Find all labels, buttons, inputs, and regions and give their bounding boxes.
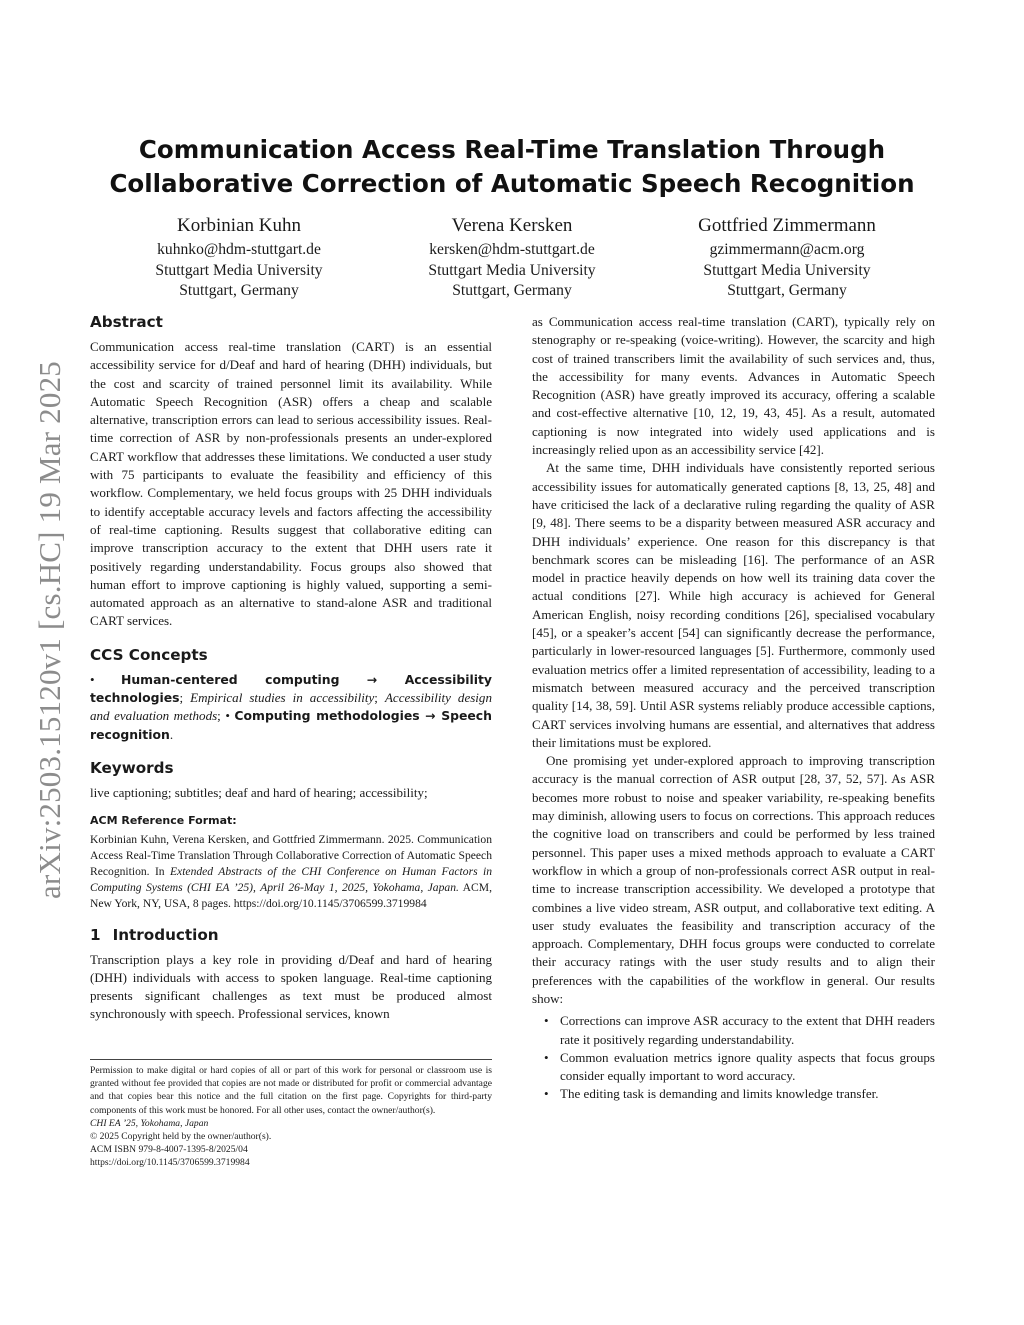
- title-line-2: Collaborative Correction of Automatic Speech Recognition: [109, 169, 915, 198]
- author-location: Stuttgart, Germany: [452, 282, 572, 299]
- author-location: Stuttgart, Germany: [179, 282, 299, 299]
- author-email[interactable]: kuhnko@hdm-stuttgart.de: [157, 241, 321, 258]
- introduction-heading: 1 Introduction: [90, 925, 219, 944]
- ccs-concept: Computing methodologies: [234, 708, 420, 724]
- title-line-1: Communication Access Real-Time Translation Through: [138, 135, 886, 164]
- acm-reference-heading: ACM Reference Format:: [90, 814, 237, 828]
- author-email[interactable]: kersken@hdm-stuttgart.de: [429, 241, 595, 258]
- permission-footnote: Permission to make digital or hard copies of all or part of this work for personal or classroom use is granted without fee provided that copies are not made or distributed for profit or commercial advantage and that copies bear this notice and the full citation on the first page. Copyrights for third-party components of this work must be honored. For all other uses, contact the owner/author(s). CHI EA ’25, Yokohama, Japan © 2025 Copyright held by the owner/author(s). ACM ISBN 979-8-4007-1395-8/2025/04 https://doi.org/10.1145/3706599.3719984: [90, 1059, 492, 1170]
- author-block: [362, 214, 662, 302]
- ccs-concepts: • Human-centered computing → Accessibility technologies; Empirical studies in accessibility; Accessibility design and evaluation methods; • Computing methodologies → Speech recognition.: [90, 671, 492, 742]
- results-list: [532, 1012, 935, 1103]
- list-item: • Common evaluation metrics ignore quality aspects that focus groups consider equally important to word accuracy.: [560, 1049, 935, 1086]
- ccs-concept: Empirical studies in accessibility: [190, 690, 375, 706]
- acm-reference-text: Korbinian Kuhn, Verena Kersken, and Gottfried Zimmermann. 2025. Communication Access Real-Time Translation Through Collaborative Correction of Automatic Speech Recognition. In Extended Abstracts of the CHI Conference on Human Factors in Computing Systems (CHI EA ’25), April 26-May 1, 2025, Yokohama, Japan. ACM, New York, NY, USA, 8 pages. https://doi.org/10.1145/3706599.3719984: [90, 832, 492, 911]
- author-location: Stuttgart, Germany: [727, 282, 847, 299]
- arxiv-identifier: arXiv:2503.15120v1 [cs.HC] 19 Mar 2025: [32, 361, 67, 899]
- author-affiliation: Stuttgart Media University: [703, 261, 871, 279]
- ccs-concept: Accessibility design and evaluation methods: [90, 690, 492, 724]
- intro-paragraph: Transcription plays a key role in providing d/Deaf and hard of hearing (DHH) individuals with access to spoken language. Real-time captioning presents significant challenges as text must be produced almost synchronously with speech. Professional services, known: [90, 951, 492, 1022]
- right-column: [532, 313, 935, 1104]
- intro-paragraph: as Communication access real-time translation (CART), typically rely on stenography or re-speaking (voice-writing). However, the scarcity and high cost of trained transcribers limit the availability of such services and, thus, the accessibility for many events. Advances in Automatic Speech Recognition (ASR) have greatly improved its accuracy, offering a scalable and cost-effective alternative [10, 12, 19, 43, 45]. As a result, automated captioning is now integrated into widely used applications and is increasingly relied upon as an accessibility service [42].: [532, 314, 935, 458]
- list-item: • Corrections can improve ASR accuracy to the extent that DHH readers rate it positively regarding understandability.: [560, 1012, 935, 1049]
- abstract-text: Communication access real-time translation (CART) is an essential accessibility service for d/Deaf and hard of hearing (DHH) individuals, but the cost and scarcity of trained personnel limit its availability. While Automatic Speech Recognition (ASR) offers a cheap and scalable alternative, transcription errors can lead to serious accessibility issues. Real-time correction of ASR by non-professionals presents an under-explored CART workflow that addresses these limitations. We conducted a user study with 75 participants to evaluate the feasibility and efficiency of this workflow. Complementary, we held focus groups with 25 DHH individuals to identify acceptable accuracy levels and factors affecting the accessibility of real-time captioning. Results suggest that collaborative editing can improve transcription accuracy to the extent that DHH users rate it positively regarding understandability. Focus groups also showed that human effort to improve captioning is highly valued, supporting a semi-automated approach as an alternative to stand-alone ASR and traditional CART services.: [90, 339, 492, 629]
- author-block: [89, 214, 389, 302]
- left-column: [90, 312, 492, 1024]
- keywords-heading: Keywords: [90, 758, 174, 777]
- list-item: • The editing task is demanding and limits knowledge transfer.: [560, 1085, 935, 1103]
- intro-paragraph: One promising yet under-explored approach to improving transcription accuracy is the manual correction of ASR output [28, 37, 52, 57]. As ASR becomes more robust to noise and speaker variability, re-speaking benefits may diminish, allowing users to focus on corrections. This approach reduces the cognitive load on transcribers and could be performed by less trained personnel. This paper uses a mixed methods approach to evaluate a CART workflow in which a group of non-professionals correct ASR output in real-time to increase transcription accessibility. We developed a prototype that combines a live video stream, ASR output, and collaborative text editing. A user study evaluates the feasibility and transcription accuracy of the approach. Complementary, DHH focus groups were conducted to correlate their accuracy ratings with the user study results and to align their preferences with the capabilities of the workflow in general. Our results show:: [532, 753, 935, 1006]
- ccs-concept: Accessibility technologies: [90, 671, 492, 706]
- author-affiliation: Stuttgart Media University: [155, 261, 323, 279]
- author-block: [637, 214, 937, 302]
- author-email[interactable]: gzimmermann@acm.org: [709, 241, 865, 258]
- keywords-text: live captioning; subtitles; deaf and hard of hearing; accessibility;: [90, 784, 428, 800]
- author-name: Verena Kersken: [451, 215, 573, 236]
- ccs-heading: CCS Concepts: [90, 645, 208, 664]
- ccs-concept: Speech recognition: [90, 708, 492, 742]
- author-affiliation: Stuttgart Media University: [428, 261, 596, 279]
- abstract-heading: Abstract: [90, 313, 163, 331]
- ccs-concept: Human-centered computing: [120, 671, 340, 687]
- author-name: Korbinian Kuhn: [176, 215, 301, 236]
- intro-paragraph: At the same time, DHH individuals have consistently reported serious accessibility issues for automatically generated captions [8, 13, 25, 48] and have criticised the lack of a declarative ruling regarding the quality of ASR [9, 48]. There seems to be a disparity between measured ASR accuracy and DHH individuals’ experience. One reason for this discrepancy is that benchmark scores can be misleading [16]. The performance of an ASR model in practice heavily depends on how well its training data cover the actual conditions [27]. While high accuracy is achieved for General American English, noisy recording conditions [26], specialised vocabulary [45], or a speaker’s accent [54] can significantly decrease the performance, particularly in lower-resourced languages [5]. Furthermore, commonly used evaluation metrics offer a limited representation of accessibility, leading to a mismatch between measured accuracy and the perceived transcription quality [14, 38, 59]. Until ASR systems reliably produce accessible captions, CART services involving humans are essential, and alternatives that address their limitations must be explored.: [532, 460, 935, 750]
- paper-title: [0, 133, 1024, 201]
- doi-link[interactable]: https://doi.org/10.1145/3706599.3719984: [90, 1157, 250, 1169]
- author-name: Gottfried Zimmermann: [698, 215, 876, 236]
